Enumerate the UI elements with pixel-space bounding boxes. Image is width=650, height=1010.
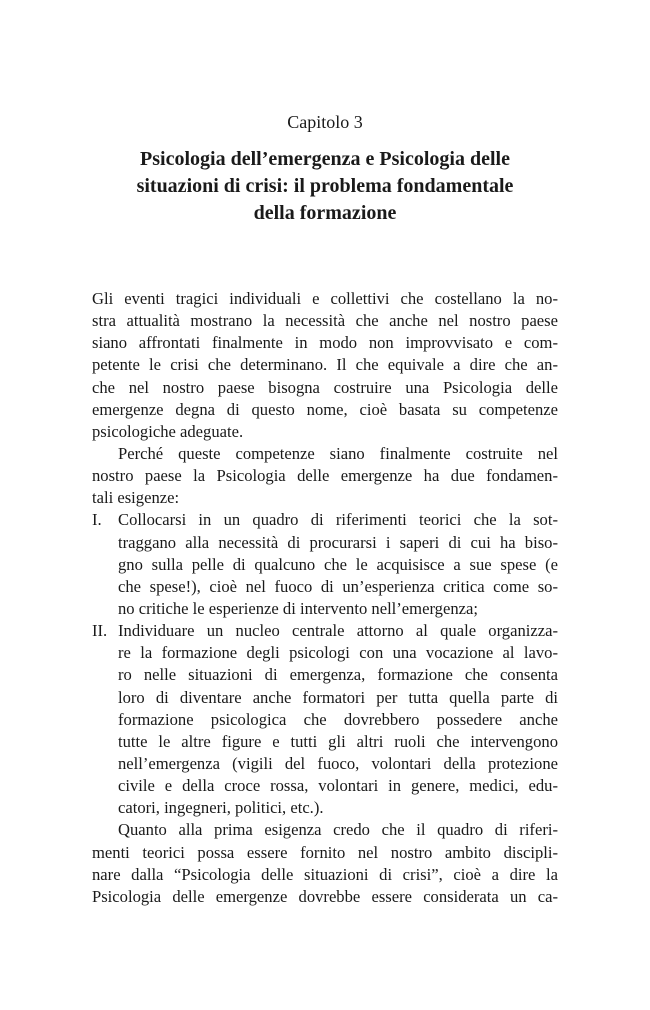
list-item-2 <box>92 620 558 819</box>
text-line: stra attualità mostrano la necessità che anche nel nostro paese <box>92 311 558 331</box>
list-number: II. <box>92 621 108 641</box>
text-line: Individuare un nucleo centrale attorno al quale organizza- <box>118 621 558 641</box>
list-item-1 <box>92 509 558 620</box>
text-line: traggano alla necessità di procurarsi i saperi di cui ha biso- <box>118 532 558 552</box>
text-line: che nel nostro paese bisogna costruire una Psicologia delle <box>92 377 558 397</box>
text-line: petente le crisi che determinano. Il che equivale a dire che an- <box>92 355 558 375</box>
list-number: I. <box>92 510 102 530</box>
text-line: psicologiche adeguate. <box>92 421 244 441</box>
text-line: re la formazione degli psicologi con una vocazione al lavo- <box>118 643 558 663</box>
text-line: Perché queste competenze siano finalmente costruite nel <box>118 443 558 463</box>
text-line: nostro paese la Psicologia delle emergenze ha due fondamen- <box>92 466 558 486</box>
text-line: menti teorici possa essere fornito nel nostro ambito discipli- <box>92 842 558 862</box>
text-line: formazione psicologica che dovrebbero possedere anche <box>118 709 558 729</box>
title-line: della formazione <box>253 202 397 224</box>
text-line: tutte le altre figure e tutti gli altri ruoli che intervengono <box>118 731 558 751</box>
text-line: Collocarsi in un quadro di riferimenti teorici che la sot- <box>118 510 558 530</box>
text-line: nare dalla “Psicologia delle situazioni di crisi”, cioè a dire la <box>92 864 558 884</box>
chapter-label: Capitolo 3 <box>287 112 363 132</box>
title-line: situazioni di crisi: il problema fondamentale <box>136 175 514 197</box>
text-line: ro nelle situazioni di emergenza, formazione che consenta <box>118 665 558 685</box>
text-line: Gli eventi tragici individuali e collettivi che costellano la no- <box>92 289 558 308</box>
paragraph-2 <box>92 443 558 509</box>
text-line: civile e della croce rossa, volontari in genere, medici, edu- <box>118 776 558 796</box>
text-line: Quanto alla prima esigenza credo che il quadro di riferi- <box>118 820 558 840</box>
text-line: no critiche le esperienze di intervento nell’emergenza; <box>118 598 478 618</box>
text-line: Psicologia delle emergenze dovrebbe essere considerata un ca- <box>92 886 558 906</box>
text-line: loro di diventare anche formatori per tutta quella parte di <box>118 687 558 707</box>
title-line: Psicologia dell’emergenza e Psicologia delle <box>140 148 510 170</box>
text-line: tali esigenze: <box>92 488 180 508</box>
text-line: nell’emergenza (vigili del fuoco, volontari della protezione <box>118 753 558 773</box>
text-line: emergenze degna di questo nome, cioè basata su competenze <box>92 399 558 419</box>
paragraph-3 <box>92 819 558 908</box>
text-line: gno sulla pelle di qualcuno che le acquisisce a sue spese (e <box>118 554 558 574</box>
chapter-title <box>80 146 570 227</box>
body-text <box>92 288 558 908</box>
text-line: siano affrontati finalmente in modo non improvvisato e com- <box>92 333 558 353</box>
paragraph-1 <box>92 288 558 443</box>
text-line: catori, ingegneri, politici, etc.). <box>118 798 324 818</box>
text-line: che spese!), cioè nel fuoco di un’esperienza critica come so- <box>118 576 558 596</box>
